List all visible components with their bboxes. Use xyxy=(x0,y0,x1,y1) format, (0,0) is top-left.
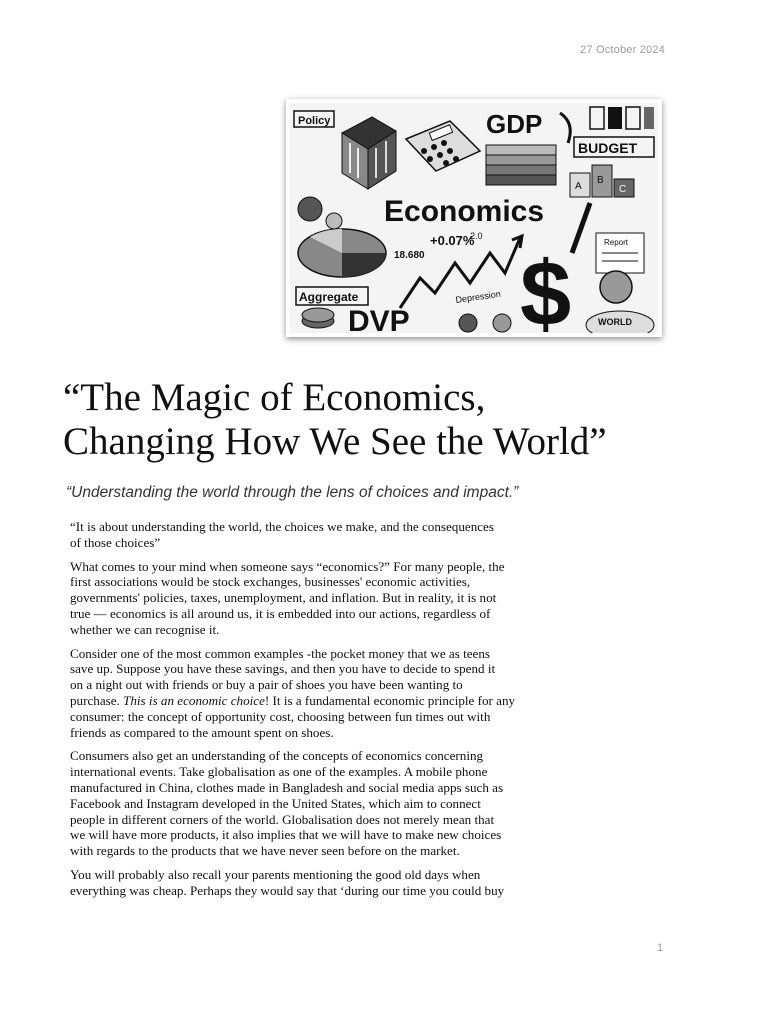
emphasis-economic-choice: This is an economic choice xyxy=(123,692,265,708)
svg-text:A: A xyxy=(575,181,582,192)
economics-doodle-image xyxy=(286,99,662,337)
svg-text:Depression: Depression xyxy=(454,288,502,305)
paragraph-quote: “It is about understanding the world, the choices we make, and the consequences of those choices” xyxy=(70,519,494,550)
label-gdp: GDP xyxy=(486,109,543,139)
pie-chart-icon xyxy=(298,229,386,277)
paragraph-globalisation: Consumers also get an understanding of the concepts of economics concerning international events. Take globalisation as one of the examples. A mobile phone manufactured in China, clothes made in Bangladesh and social media apps such as Facebook and Instagram developed in the United States, which aim to connect people in different corners of the world. Globalisation does not merely mean that we will have more products, it also implies that we will have to make new choices with regards to the products that we have never seen before on the market. xyxy=(70,748,504,859)
dollar-sign-icon xyxy=(520,243,571,333)
label-budget: BUDGET xyxy=(578,140,638,156)
article-title-line-1: “The Magic of Economics, xyxy=(63,376,486,419)
label-economics: Economics xyxy=(384,195,545,228)
svg-text:$: $ xyxy=(520,243,572,333)
svg-text:18.680: 18.680 xyxy=(394,250,425,261)
paragraph-what-comes-to-mind: What comes to your mind when someone says “economics?” For many people, the first associations would be stock exchanges, businesses' economic activities, governments' policies, taxes, unemployment, and inflation. But in reality, it is not true — economics is all around us, it is embedded into our actions, regardless of whether we can recognise it. xyxy=(70,558,505,637)
article-title-line-2: Changing How We See the World” xyxy=(63,420,607,463)
label-dvp: DVP xyxy=(348,305,410,333)
svg-text:Report: Report xyxy=(604,238,629,247)
money-stack-icon xyxy=(486,145,556,185)
paragraph-pocket-money: Consider one of the most common examples -the pocket money that we as teens save up. Suppose you have these savings, and then you have to decide to spend it on a night out with friends or buy a pair of shoes you have been wanting to purchase. This is an economic choice! It is a fundamental economic principle for any consumer: the concept of opportunity cost, choosing between fun times out with friends as compared to the amount spent on shoes. xyxy=(70,645,516,740)
svg-text:WORLD: WORLD xyxy=(598,317,632,327)
economics-doodle-illustration xyxy=(290,103,658,333)
svg-text:2.0: 2.0 xyxy=(470,231,483,241)
svg-text:B: B xyxy=(597,175,604,186)
paragraph-good-old-days: You will probably also recall your parents mentioning the good old days when everything was cheap. Perhaps they would say that ‘during our time you could buy xyxy=(70,866,505,898)
article-body xyxy=(70,519,566,907)
label-policy: Policy xyxy=(298,115,331,127)
label-aggregate: Aggregate xyxy=(299,290,359,304)
svg-text:C: C xyxy=(619,184,627,195)
page-number: 1 xyxy=(657,942,664,954)
article-title xyxy=(63,376,743,464)
article-subtitle: “Understanding the world through the lens of choices and impact.” xyxy=(66,484,519,501)
date-header: 27 October 2024 xyxy=(580,44,665,56)
svg-text:+0.07%: +0.07% xyxy=(430,233,475,248)
